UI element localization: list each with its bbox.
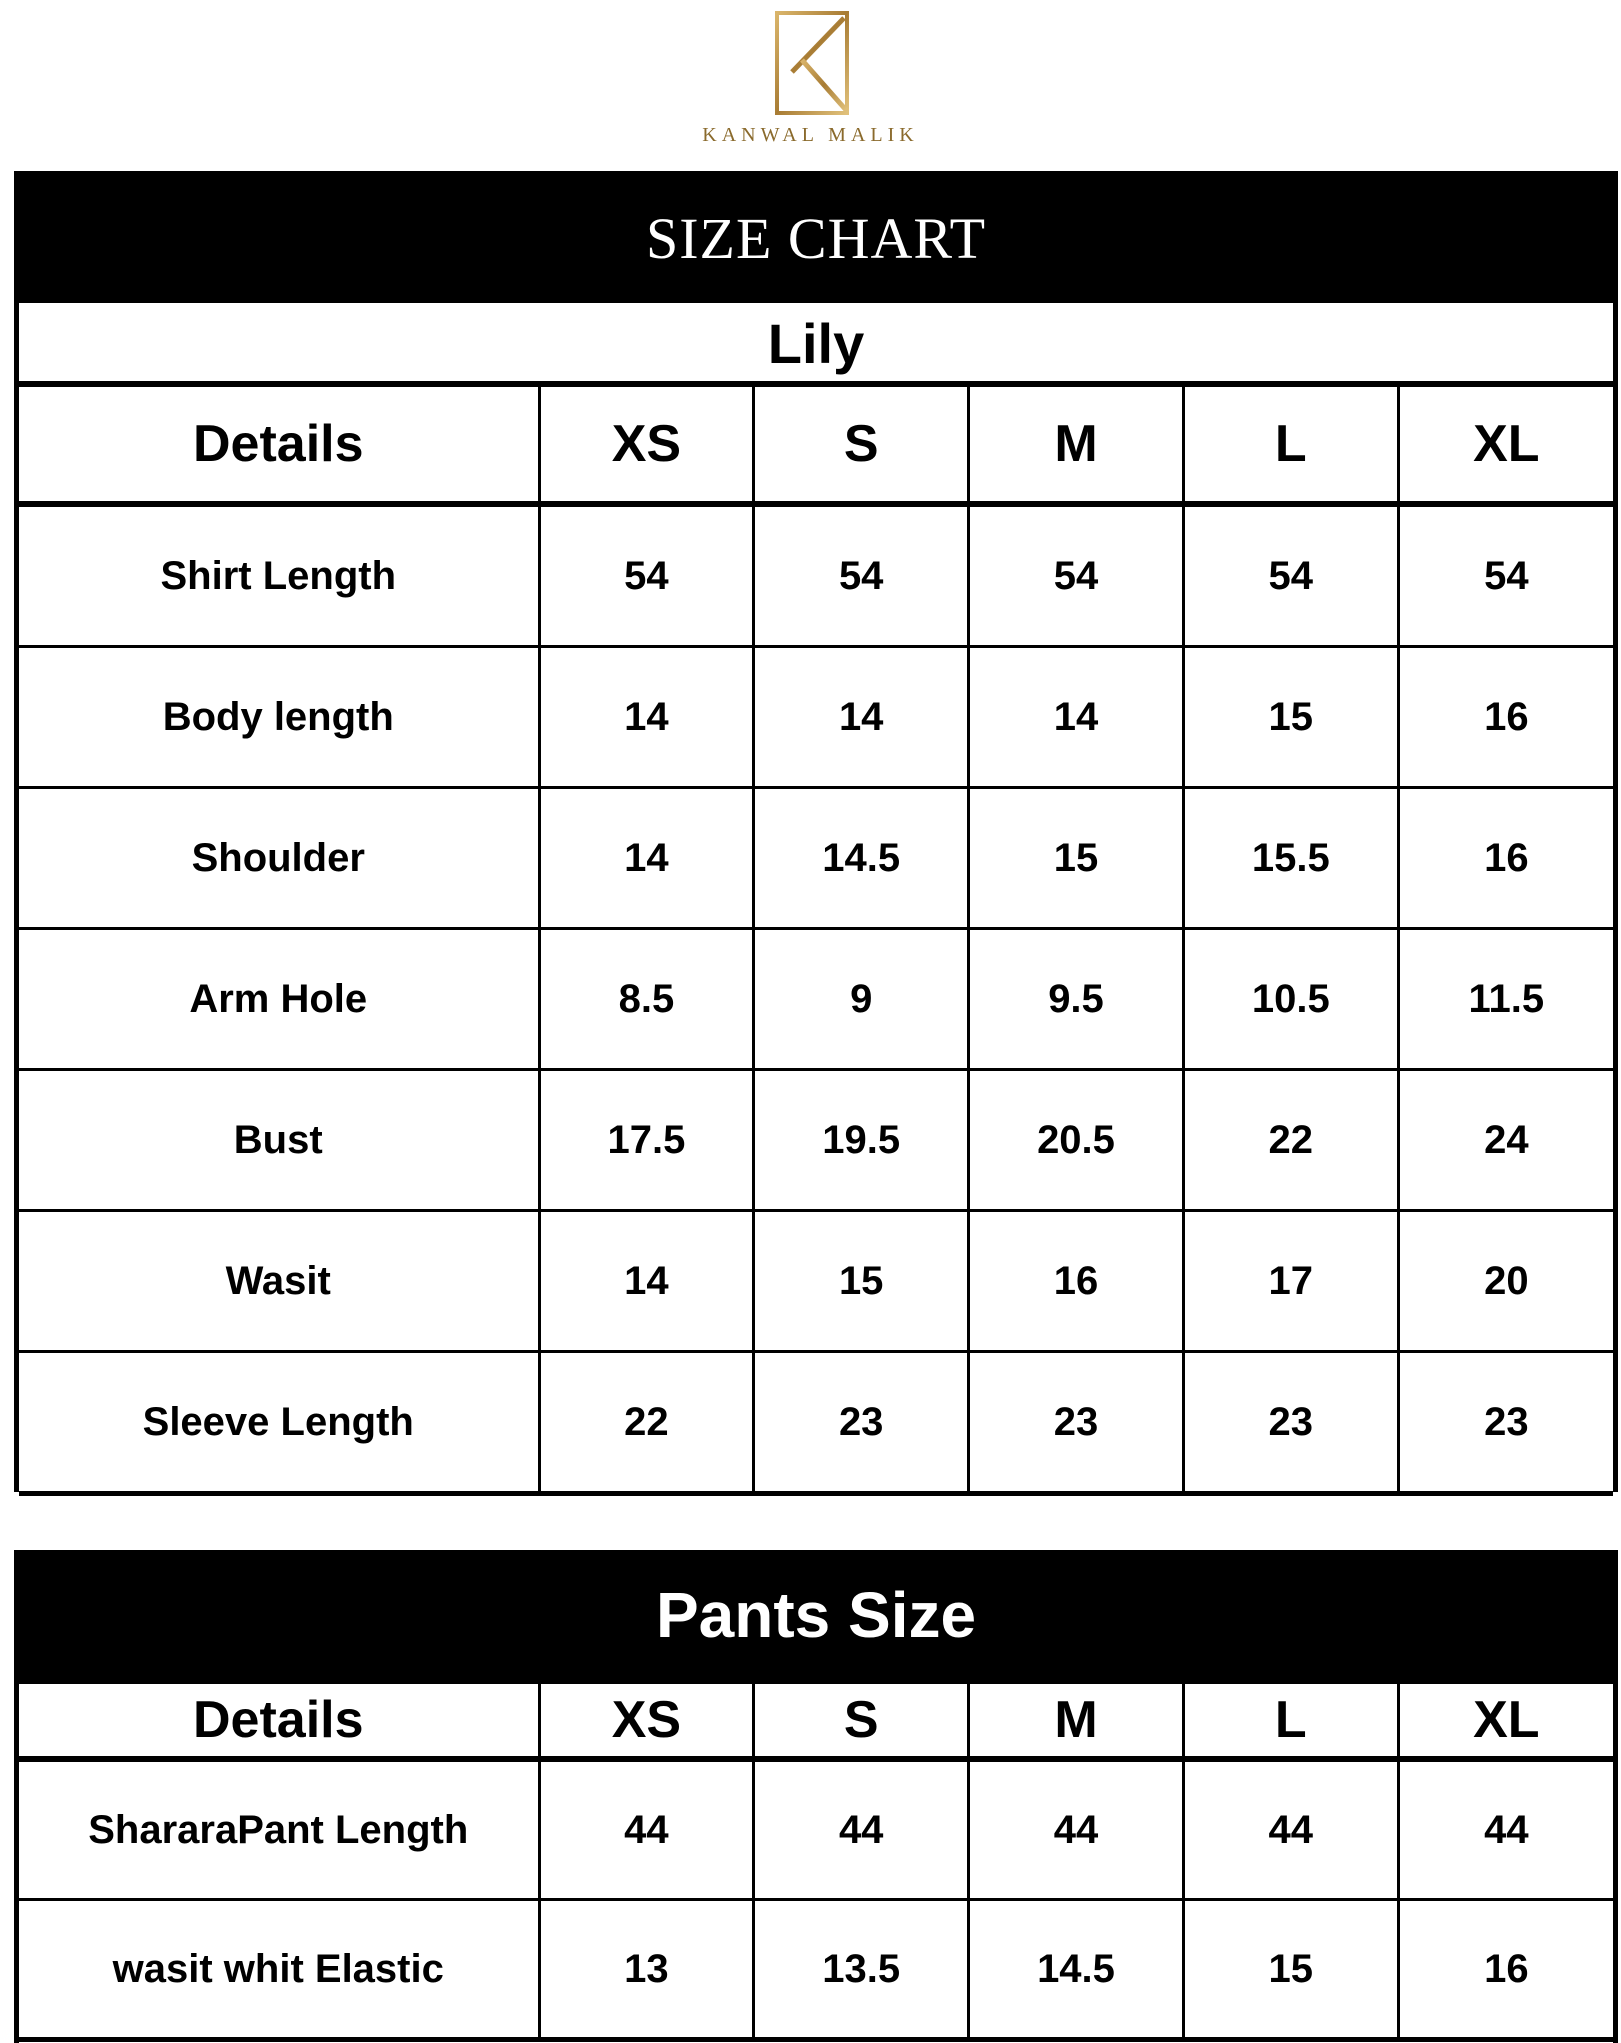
size-chart-title: SIZE CHART (19, 171, 1613, 299)
column-header: Details (19, 384, 539, 504)
column-header: XL (1398, 1681, 1613, 1759)
brand-name: KANWAL MALIK (702, 124, 919, 146)
table-cell: 23 (754, 1352, 969, 1494)
column-header: L (1183, 384, 1398, 504)
column-header: XL (1398, 384, 1613, 504)
table-cell: 15 (1183, 1900, 1398, 2040)
table-cell: 14 (539, 788, 754, 929)
column-header: S (754, 1681, 969, 1759)
table-cell: 44 (969, 1759, 1184, 1900)
product-name: Lily (19, 299, 1613, 381)
table-cell: 54 (969, 504, 1184, 647)
table-cell: 23 (1398, 1352, 1613, 1494)
row-label: Shoulder (19, 788, 539, 929)
row-label: Shirt Length (19, 504, 539, 647)
table-header-row (19, 384, 1613, 504)
row-label: Wasit (19, 1211, 539, 1352)
table-cell: 14 (754, 647, 969, 788)
row-label: Sleeve Length (19, 1352, 539, 1494)
row-label: Arm Hole (19, 929, 539, 1070)
table-cell: 44 (1183, 1759, 1398, 1900)
table-cell: 44 (539, 1759, 754, 1900)
column-header: Details (19, 1681, 539, 1759)
column-header: XS (539, 384, 754, 504)
table-row (19, 647, 1613, 788)
table-cell: 14 (969, 647, 1184, 788)
table-cell: 23 (1183, 1352, 1398, 1494)
size-chart-section (14, 171, 1618, 1492)
table-cell: 15 (754, 1211, 969, 1352)
table-cell: 22 (1183, 1070, 1398, 1211)
table-cell: 9.5 (969, 929, 1184, 1070)
table-cell: 16 (1398, 788, 1613, 929)
table-row (19, 1211, 1613, 1352)
table-cell: 23 (969, 1352, 1184, 1494)
table-cell: 24 (1398, 1070, 1613, 1211)
table-row (19, 1352, 1613, 1494)
column-header: M (969, 384, 1184, 504)
table-cell: 19.5 (754, 1070, 969, 1211)
column-header: XS (539, 1681, 754, 1759)
table-cell: 16 (1398, 1900, 1613, 2040)
table-cell: 44 (1398, 1759, 1613, 1900)
table-cell: 14 (539, 1211, 754, 1352)
column-header: M (969, 1681, 1184, 1759)
table-cell: 16 (1398, 647, 1613, 788)
k-monogram-icon (774, 10, 850, 116)
row-label: wasit whit Elastic (19, 1900, 539, 2040)
column-header: S (754, 384, 969, 504)
table-cell: 17 (1183, 1211, 1398, 1352)
table-cell: 15.5 (1183, 788, 1398, 929)
table-cell: 16 (969, 1211, 1184, 1352)
table-cell: 44 (754, 1759, 969, 1900)
table-cell: 15 (1183, 647, 1398, 788)
table-header-row (19, 1681, 1613, 1759)
table-cell: 15 (969, 788, 1184, 929)
pants-size-title: Pants Size (19, 1550, 1613, 1678)
table-row (19, 1900, 1613, 2040)
table-cell: 17.5 (539, 1070, 754, 1211)
row-label: Bust (19, 1070, 539, 1211)
row-label: ShararaPant Length (19, 1759, 539, 1900)
table-cell: 14.5 (969, 1900, 1184, 2040)
brand-logo (0, 0, 1621, 160)
table-cell: 14.5 (754, 788, 969, 929)
table-cell: 54 (1183, 504, 1398, 647)
table-cell: 54 (754, 504, 969, 647)
table-cell: 20 (1398, 1211, 1613, 1352)
table-cell: 14 (539, 647, 754, 788)
table-row (19, 1070, 1613, 1211)
table-row (19, 929, 1613, 1070)
pants-size-section (14, 1550, 1618, 2043)
size-chart-table (19, 381, 1613, 1496)
table-cell: 13.5 (754, 1900, 969, 2040)
table-cell: 54 (539, 504, 754, 647)
table-cell: 22 (539, 1352, 754, 1494)
table-row (19, 1759, 1613, 1900)
table-cell: 8.5 (539, 929, 754, 1070)
table-cell: 11.5 (1398, 929, 1613, 1070)
table-cell: 13 (539, 1900, 754, 2040)
table-cell: 9 (754, 929, 969, 1070)
pants-size-table (19, 1678, 1613, 2042)
table-row (19, 504, 1613, 647)
column-header: L (1183, 1681, 1398, 1759)
table-cell: 20.5 (969, 1070, 1184, 1211)
row-label: Body length (19, 647, 539, 788)
table-cell: 54 (1398, 504, 1613, 647)
table-row (19, 788, 1613, 929)
table-cell: 10.5 (1183, 929, 1398, 1070)
